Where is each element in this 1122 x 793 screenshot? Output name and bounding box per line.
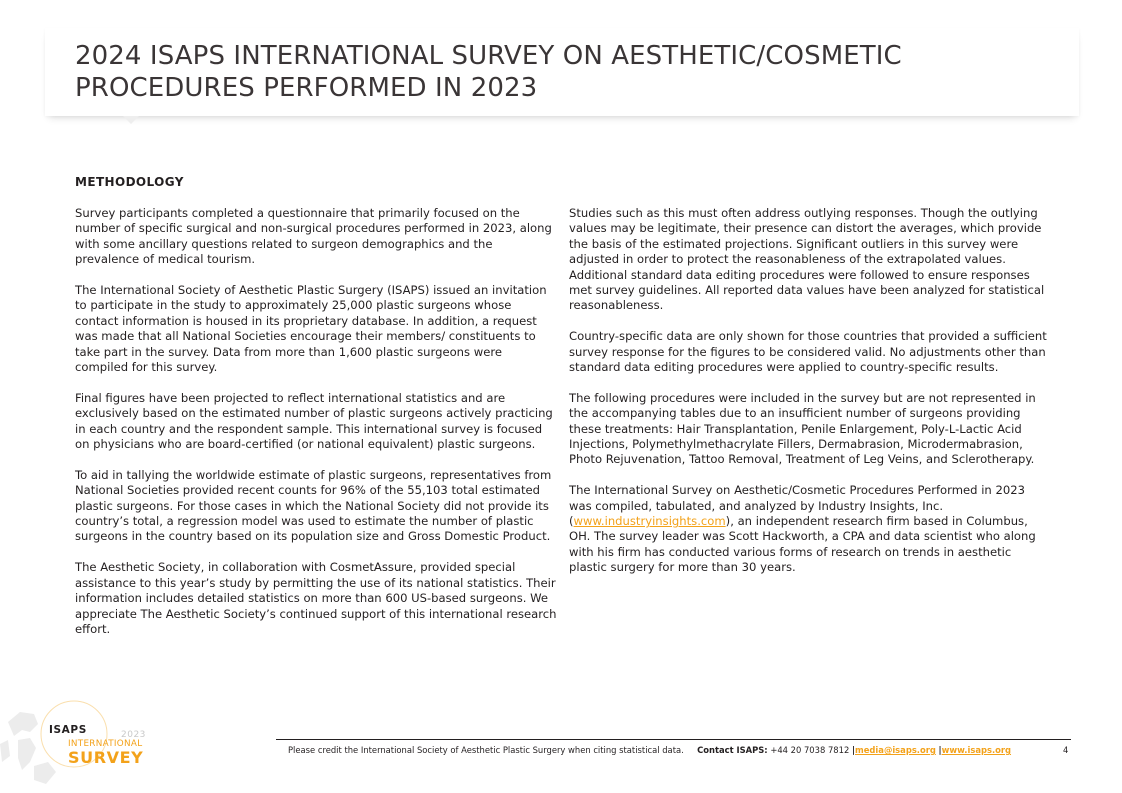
credit-text-before: The International Survey on Aesthetic/Cosmetic Procedures Performed in 2023 was compiled, tabulated, and analyzed by Industry Insights, Inc. ( (569, 483, 1025, 529)
industry-insights-link[interactable]: www.industryinsights.com (573, 514, 726, 529)
paragraph-tallying: To aid in tallying the worldwide estimate of plastic surgeons, representatives from National Societies provided recent counts for 96% of the 55,103 total estimated plastic surgeons. For those cases in which the National Society did not provide its country’s total, a regression model was used to estimate the number of plastic surgeons in the country based on its population size and Gross Domestic Product. (75, 467, 552, 544)
page-number: 4 (1063, 745, 1069, 755)
page-title: 2024 ISAPS INTERNATIONAL SURVEY ON AESTHETIC/COSMETIC PROCEDURES PERFORMED IN 2023 (75, 41, 902, 103)
footer-contact-label: Contact ISAPS: (697, 745, 768, 755)
footer-credit-line (288, 744, 1078, 756)
logo-year-text: 2023 (121, 730, 146, 740)
paragraph-outliers: Studies such as this must often address outlying responses. Though the outlying values may be legitimate, their presence can distort the averages, which provide the basis of the estimated projections. Significant outliers in this survey were adjusted in order to protect the reasonableness of the extrapolated values. Additional standard data editing procedures were followed to ensure responses met survey guidelines. All reported data values have been analyzed for statistical reasonableness. (569, 206, 1045, 313)
paragraph-aesthetic-society: The Aesthetic Society, in collaboration with CosmetAssure, provided special assistance to this year’s study by permitting the use of its national statistics. Their information includes detailed statistics on more than 600 US-based surgeons. We appreciate The Aesthetic Society’s continued support of this international research effort. (75, 560, 557, 636)
footer-phone: +44 20 7038 7812 (770, 745, 850, 755)
paragraph-industry-insights (569, 483, 1051, 575)
footer-separator: | (938, 745, 942, 755)
footer-website-link[interactable]: www.isaps.org (941, 745, 1012, 755)
footer-credit: Please credit the International Society of Aesthetic Plastic Surgery when citing statistical data. (288, 745, 684, 755)
paragraph-projection: Final figures have been projected to reflect international statistics and are exclusively based on the estimated number of plastic surgeons actively practicing in each country and the respondent sample. This international survey is focused on physicians who are board-certified (or national equivalent) plastic surgeons. (75, 390, 553, 452)
footer-separator: | (851, 745, 856, 755)
header-notch (123, 116, 139, 124)
footer-divider (276, 739, 1071, 740)
logo-isaps-text: ISAPS (49, 724, 87, 736)
paragraph-participants: Survey participants completed a questionnaire that primarily focused on the number of specific surgical and non-surgical procedures performed in 2023, along with some ancillary questions related to surgeon demographics and the prevalence of medical tourism. (75, 206, 552, 267)
paragraph-excluded-procedures: The following procedures were included in the survey but are not represented in the accompanying tables due to an insufficient number of surgeons providing these treatments: Hair Transplantation, Penile Enlargement, Poly-L-Lactic Acid Injections, Polymethylmethacrylate Fillers, Dermabrasion, Microdermabrasion, Photo Rejuvenation, Tattoo Removal, Treatment of Leg Veins, and Sclerotherapy. (569, 390, 1036, 467)
footer-email-link[interactable]: media@isaps.org (855, 745, 936, 755)
paragraph-invitation: The International Society of Aesthetic Plastic Surgery (ISAPS) issued an invitation to participate in the study to approximately 25,000 plastic surgeons whose contact information is housed in its proprietary database. In addition, a request was made that all National Societies encourage their members/ constituents to take part in the survey. Data from more than 1,600 plastic surgeons were compiled for this survey. (75, 283, 547, 375)
logo-international-text: INTERNATIONAL (68, 739, 143, 749)
left-column (75, 206, 557, 653)
logo-survey-text: SURVEY (68, 748, 144, 767)
paragraph-country-data: Country-specific data are only shown for those countries that provided a sufficient survey response for the figures to be considered valid. No adjustments other than standard data editing procedures were applied to country-specific results. (569, 329, 1047, 375)
isaps-survey-logo (0, 700, 165, 790)
credit-text-after: ), an independent research firm based in Columbus, OH. The survey leader was Scott Hackworth, a CPA and data scientist who along with his firm has conducted various forms of research on trends in aesthetic plastic surgery for more than 30 years. (569, 514, 1036, 575)
section-title: METHODOLOGY (75, 175, 184, 189)
right-column (569, 206, 1051, 591)
